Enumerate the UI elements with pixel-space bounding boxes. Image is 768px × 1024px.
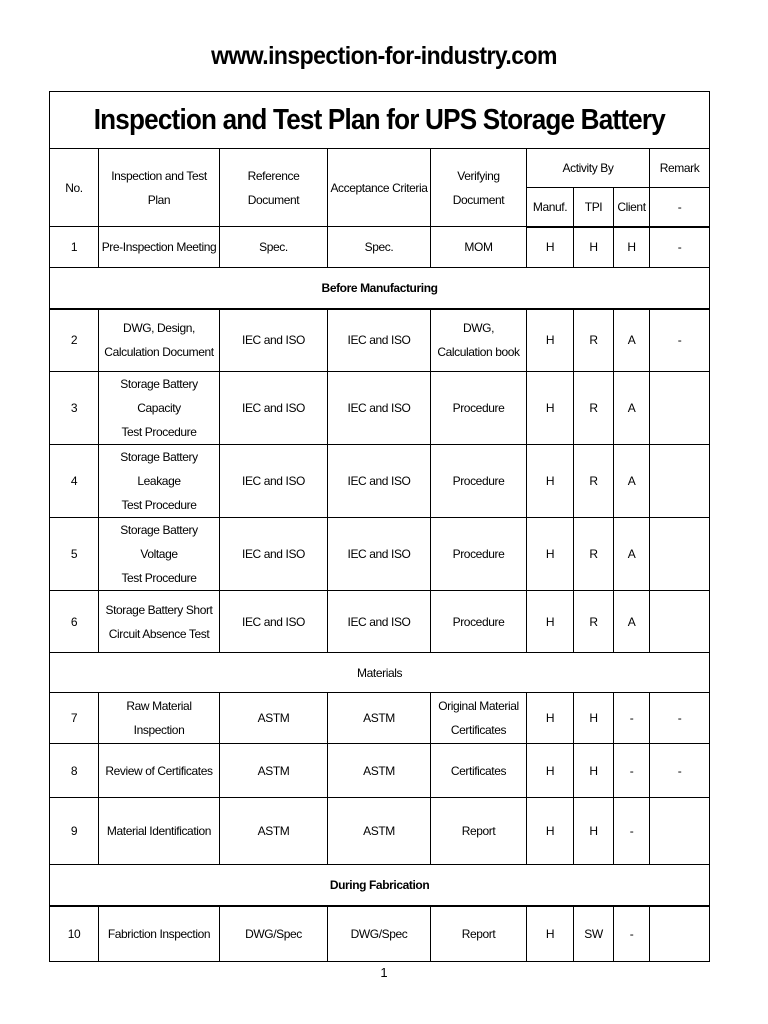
cell-reference-document: Spec. bbox=[220, 227, 328, 268]
cell-inspection-test-plan: Storage Battery Capacity Test Procedure bbox=[99, 372, 220, 445]
cell-client: - bbox=[614, 693, 650, 744]
site-url: www.inspection-for-industry.com bbox=[211, 42, 557, 70]
cell-remark: - bbox=[650, 309, 710, 372]
cell-remark: - bbox=[650, 693, 710, 744]
header-client: Client bbox=[614, 188, 650, 227]
header-acceptance-criteria: Acceptance Criteria bbox=[328, 149, 431, 227]
cell-acceptance-criteria: DWG/Spec bbox=[328, 906, 431, 962]
cell-inspection-test-plan: Fabriction Inspection bbox=[99, 906, 220, 962]
table-row bbox=[50, 309, 710, 372]
cell-manuf: H bbox=[527, 372, 574, 445]
cell-client: A bbox=[614, 445, 650, 518]
cell-manuf: H bbox=[527, 798, 574, 865]
header-remark-sub: - bbox=[650, 188, 710, 227]
cell-reference-document: DWG/Spec bbox=[220, 906, 328, 962]
header-no: No. bbox=[50, 149, 99, 227]
cell-reference-document: ASTM bbox=[220, 798, 328, 865]
section-heading: Materials bbox=[50, 653, 710, 693]
header-remark: Remark bbox=[650, 149, 710, 188]
cell-no: 5 bbox=[50, 518, 99, 591]
cell-inspection-test-plan: Material Identification bbox=[99, 798, 220, 865]
cell-verifying-document: Procedure bbox=[431, 372, 527, 445]
cell-verifying-document: Procedure bbox=[431, 445, 527, 518]
section-row bbox=[50, 865, 710, 906]
cell-inspection-test-plan: Storage Battery Voltage Test Procedure bbox=[99, 518, 220, 591]
section-heading: During Fabrication bbox=[50, 865, 710, 906]
table-row bbox=[50, 906, 710, 962]
cell-reference-document: IEC and ISO bbox=[220, 518, 328, 591]
cell-verifying-document: Procedure bbox=[431, 591, 527, 653]
cell-reference-document: IEC and ISO bbox=[220, 445, 328, 518]
cell-no: 1 bbox=[50, 227, 99, 268]
cell-no: 3 bbox=[50, 372, 99, 445]
cell-acceptance-criteria: ASTM bbox=[328, 744, 431, 798]
cell-verifying-document: Original Material Certificates bbox=[431, 693, 527, 744]
cell-client: - bbox=[614, 906, 650, 962]
cell-client: A bbox=[614, 591, 650, 653]
cell-client: - bbox=[614, 798, 650, 865]
cell-no: 9 bbox=[50, 798, 99, 865]
cell-acceptance-criteria: IEC and ISO bbox=[328, 518, 431, 591]
header-manuf: Manuf. bbox=[527, 188, 574, 227]
cell-inspection-test-plan: DWG, Design, Calculation Document bbox=[99, 309, 220, 372]
cell-verifying-document: Certificates bbox=[431, 744, 527, 798]
cell-no: 6 bbox=[50, 591, 99, 653]
section-row bbox=[50, 268, 710, 309]
cell-tpi: R bbox=[574, 309, 614, 372]
cell-tpi: SW bbox=[574, 906, 614, 962]
table-row bbox=[50, 591, 710, 653]
table-row bbox=[50, 445, 710, 518]
cell-manuf: H bbox=[527, 693, 574, 744]
cell-acceptance-criteria: IEC and ISO bbox=[328, 309, 431, 372]
header-activity-by: Activity By bbox=[527, 149, 650, 188]
section-heading: Before Manufacturing bbox=[50, 268, 710, 309]
table-title: Inspection and Test Plan for UPS Storage Battery bbox=[50, 92, 710, 149]
cell-manuf: H bbox=[527, 591, 574, 653]
cell-verifying-document: MOM bbox=[431, 227, 527, 268]
table-row bbox=[50, 518, 710, 591]
cell-tpi: R bbox=[574, 372, 614, 445]
cell-tpi: R bbox=[574, 518, 614, 591]
cell-acceptance-criteria: IEC and ISO bbox=[328, 591, 431, 653]
cell-no: 2 bbox=[50, 309, 99, 372]
cell-inspection-test-plan: Pre-Inspection Meeting bbox=[99, 227, 220, 268]
cell-manuf: H bbox=[527, 445, 574, 518]
cell-inspection-test-plan: Review of Certificates bbox=[99, 744, 220, 798]
cell-remark bbox=[650, 798, 710, 865]
page-number: 1 bbox=[380, 965, 388, 980]
cell-tpi: R bbox=[574, 591, 614, 653]
cell-acceptance-criteria: IEC and ISO bbox=[328, 372, 431, 445]
cell-no: 10 bbox=[50, 906, 99, 962]
cell-remark: - bbox=[650, 744, 710, 798]
cell-client: A bbox=[614, 309, 650, 372]
cell-client: H bbox=[614, 227, 650, 268]
cell-tpi: R bbox=[574, 445, 614, 518]
cell-inspection-test-plan: Storage Battery Short Circuit Absence Test bbox=[99, 591, 220, 653]
table-row bbox=[50, 693, 710, 744]
cell-tpi: H bbox=[574, 693, 614, 744]
cell-acceptance-criteria: ASTM bbox=[328, 798, 431, 865]
cell-manuf: H bbox=[527, 309, 574, 372]
header-inspection-test-plan: Inspection and Test Plan bbox=[99, 149, 220, 227]
cell-reference-document: IEC and ISO bbox=[220, 372, 328, 445]
cell-inspection-test-plan: Raw Material Inspection bbox=[99, 693, 220, 744]
cell-manuf: H bbox=[527, 744, 574, 798]
cell-no: 7 bbox=[50, 693, 99, 744]
cell-reference-document: ASTM bbox=[220, 693, 328, 744]
cell-manuf: H bbox=[527, 518, 574, 591]
table-row bbox=[50, 798, 710, 865]
section-row bbox=[50, 653, 710, 693]
cell-manuf: H bbox=[527, 906, 574, 962]
cell-manuf: H bbox=[527, 227, 574, 268]
inspection-test-plan-table bbox=[49, 91, 710, 962]
cell-acceptance-criteria: IEC and ISO bbox=[328, 445, 431, 518]
cell-inspection-test-plan: Storage Battery Leakage Test Procedure bbox=[99, 445, 220, 518]
cell-acceptance-criteria: ASTM bbox=[328, 693, 431, 744]
cell-client: A bbox=[614, 518, 650, 591]
cell-verifying-document: DWG, Calculation book bbox=[431, 309, 527, 372]
cell-reference-document: ASTM bbox=[220, 744, 328, 798]
cell-no: 4 bbox=[50, 445, 99, 518]
cell-remark bbox=[650, 445, 710, 518]
cell-remark bbox=[650, 591, 710, 653]
cell-verifying-document: Report bbox=[431, 906, 527, 962]
table-row bbox=[50, 227, 710, 268]
cell-acceptance-criteria: Spec. bbox=[328, 227, 431, 268]
header-verifying-document: Verifying Document bbox=[431, 149, 527, 227]
cell-client: A bbox=[614, 372, 650, 445]
cell-remark bbox=[650, 906, 710, 962]
cell-client: - bbox=[614, 744, 650, 798]
cell-reference-document: IEC and ISO bbox=[220, 591, 328, 653]
cell-remark bbox=[650, 372, 710, 445]
cell-verifying-document: Procedure bbox=[431, 518, 527, 591]
table-row bbox=[50, 744, 710, 798]
cell-remark: - bbox=[650, 227, 710, 268]
cell-tpi: H bbox=[574, 798, 614, 865]
header-tpi: TPI bbox=[574, 188, 614, 227]
cell-no: 8 bbox=[50, 744, 99, 798]
cell-reference-document: IEC and ISO bbox=[220, 309, 328, 372]
table-row bbox=[50, 372, 710, 445]
cell-remark bbox=[650, 518, 710, 591]
cell-tpi: H bbox=[574, 227, 614, 268]
cell-tpi: H bbox=[574, 744, 614, 798]
cell-verifying-document: Report bbox=[431, 798, 527, 865]
header-reference-document: Reference Document bbox=[220, 149, 328, 227]
